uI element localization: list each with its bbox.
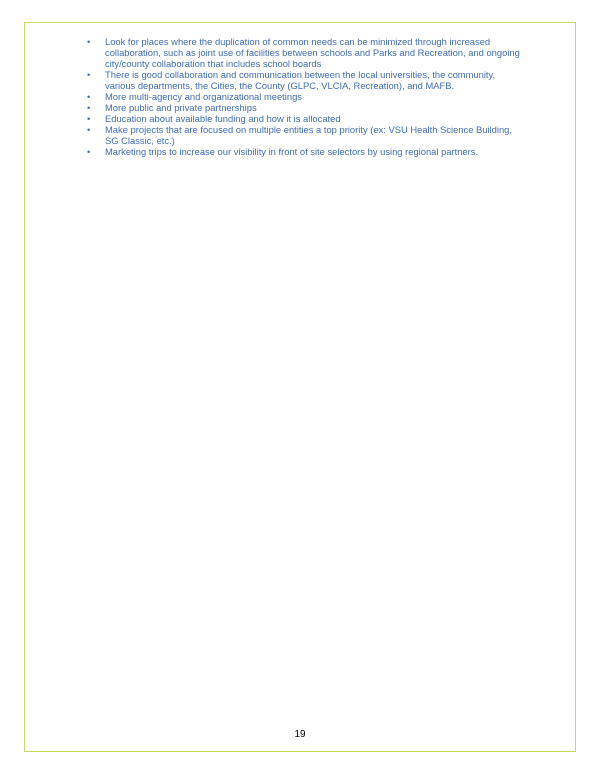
bullet-icon: • [87,36,91,47]
list-item [87,124,527,146]
bullet-icon: • [87,113,91,124]
list-item [87,69,527,91]
bullet-icon: • [87,91,91,102]
list-item [87,91,527,102]
list-item [87,146,527,157]
list-item-text: Look for places where the duplication of common needs can be minimized through increased collaboration, such as joint use of facilities between schools and Parks and Recreation, and ongoing city/county collaboration that includes school boards [105,36,520,69]
list-item-text: There is good collaboration and communication between the local universities, the community, various departments, the Cities, the County (GLPC, VLCIA, Recreation), and MAFB. [105,69,496,91]
list-item [87,113,527,124]
bullet-icon: • [87,102,91,113]
list-item-text: Education about available funding and how it is allocated [105,113,341,124]
list-item [87,102,527,113]
bullet-icon: • [87,146,91,157]
bullet-icon: • [87,124,91,135]
list-item-text: Make projects that are focused on multiple entities a top priority (ex: VSU Health Science Building, SG Classic, etc.) [105,124,512,146]
list-item-text: Marketing trips to increase our visibility in front of site selectors by using regional partners. [105,146,479,157]
list-item-text: More multi-agency and organizational meetings [105,91,302,102]
list-item-text: More public and private partnerships [105,102,257,113]
bullet-icon: • [87,69,91,80]
list-item [87,36,527,69]
bullet-list [87,36,527,157]
page-number: 19 [294,729,306,740]
